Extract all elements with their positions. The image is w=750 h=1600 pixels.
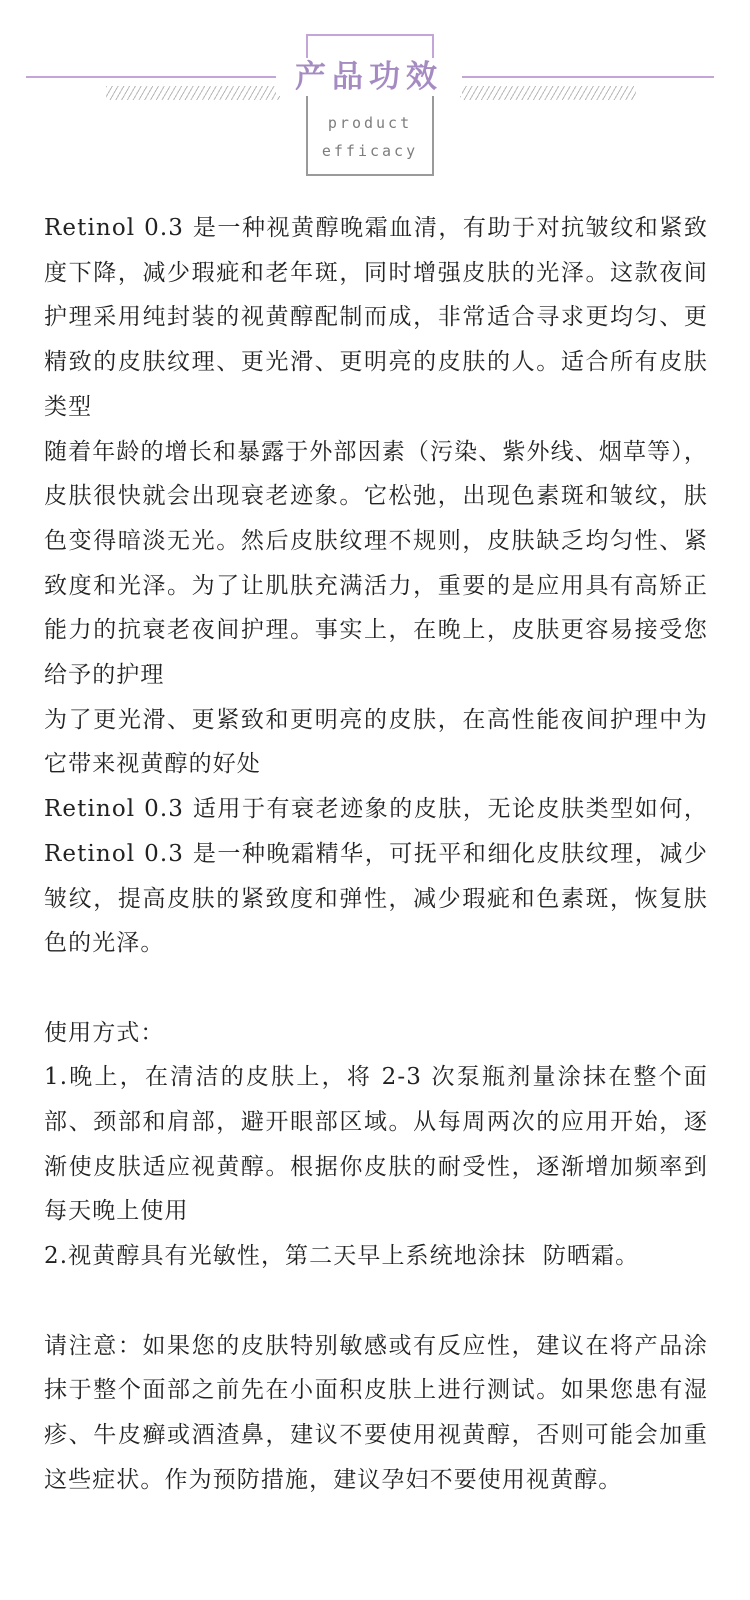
aging-paragraph: 随着年龄的增长和暴露于外部因素（污染、紫外线、烟草等），皮肤很快就会出现衰老迹象。它松弛，出现色素斑和皱纹，肤色变得暗淡无光。然后皮肤纹理不规则，皮肤缺乏均匀性、紧致度和光泽。为了让肌肤充满活力，重要的是应用具有高矫正能力的抗衰老夜间护理。事实上，在晚上，皮肤更容易接受您给予的护理 — [44, 438, 708, 689]
header-hatch-right — [460, 86, 636, 100]
section-header — [0, 0, 750, 190]
usage-step-1: 1.晚上，在清洁的皮肤上，将 2-3 次泵瓶剂量涂抹在整个面部、颈部和肩部，避开眼部区域。从每周两次的应用开始，逐渐使皮肤适应视黄醇。根据你皮肤的耐受性，逐渐增加频率到每天晚上使用 — [44, 1064, 708, 1225]
intro-paragraph: Retinol 0.3 是一种视黄醇晚霜血清，有助于对抗皱纹和紧致度下降，减少瑕疵和老年斑，同时增强皮肤的光泽。这款夜间护理采用纯封装的视黄醇配制而成，非常适合寻求更均匀、更精致的皮肤纹理、更光滑、更明亮的皮肤的人。适合所有皮肤类型 — [44, 215, 708, 420]
spacer — [44, 966, 708, 1011]
notice-paragraph: 请注意：如果您的皮肤特别敏感或有反应性，建议在将产品涂抹于整个面部之前先在小面积皮肤上进行测试。如果您患有湿疹、牛皮癣或酒渣鼻，建议不要使用视黄醇，否则可能会加重这些症状。作为预防措施，建议孕妇不要使用视黄醇。 — [44, 1332, 708, 1493]
header-frame-right-accent — [432, 34, 434, 60]
header-frame-top — [306, 34, 434, 36]
section-title: 产品功效 — [276, 58, 462, 96]
usage-heading: 使用方式： — [44, 1019, 165, 1046]
usage-step-2: 2.视黄醇具有光敏性，第二天早上系统地涂抹 防晒霜。 — [44, 1243, 640, 1270]
spacer — [44, 1279, 708, 1324]
header-hatch-left — [106, 86, 282, 100]
efficacy-content — [44, 206, 708, 1502]
suitable-paragraph: Retinol 0.3 适用于有衰老迹象的皮肤，无论皮肤类型如何，Retinol 0.3 是一种晚霜精华，可抚平和细化皮肤纹理，减少皱纹，提高皮肤的紧致度和弹性，减少瑕疵和色素斑，恢复肤色的光泽。 — [44, 796, 708, 957]
section-subtitle-line2: efficacy — [321, 142, 419, 160]
header-frame-bottom — [306, 174, 434, 176]
header-frame-left-accent — [306, 34, 308, 60]
benefit-paragraph: 为了更光滑、更紧致和更明亮的皮肤，在高性能夜间护理中为它带来视黄醇的好处 — [44, 706, 708, 778]
header-line-right — [462, 76, 714, 78]
section-subtitle-line1: product — [327, 114, 413, 132]
header-line-left — [26, 76, 276, 78]
